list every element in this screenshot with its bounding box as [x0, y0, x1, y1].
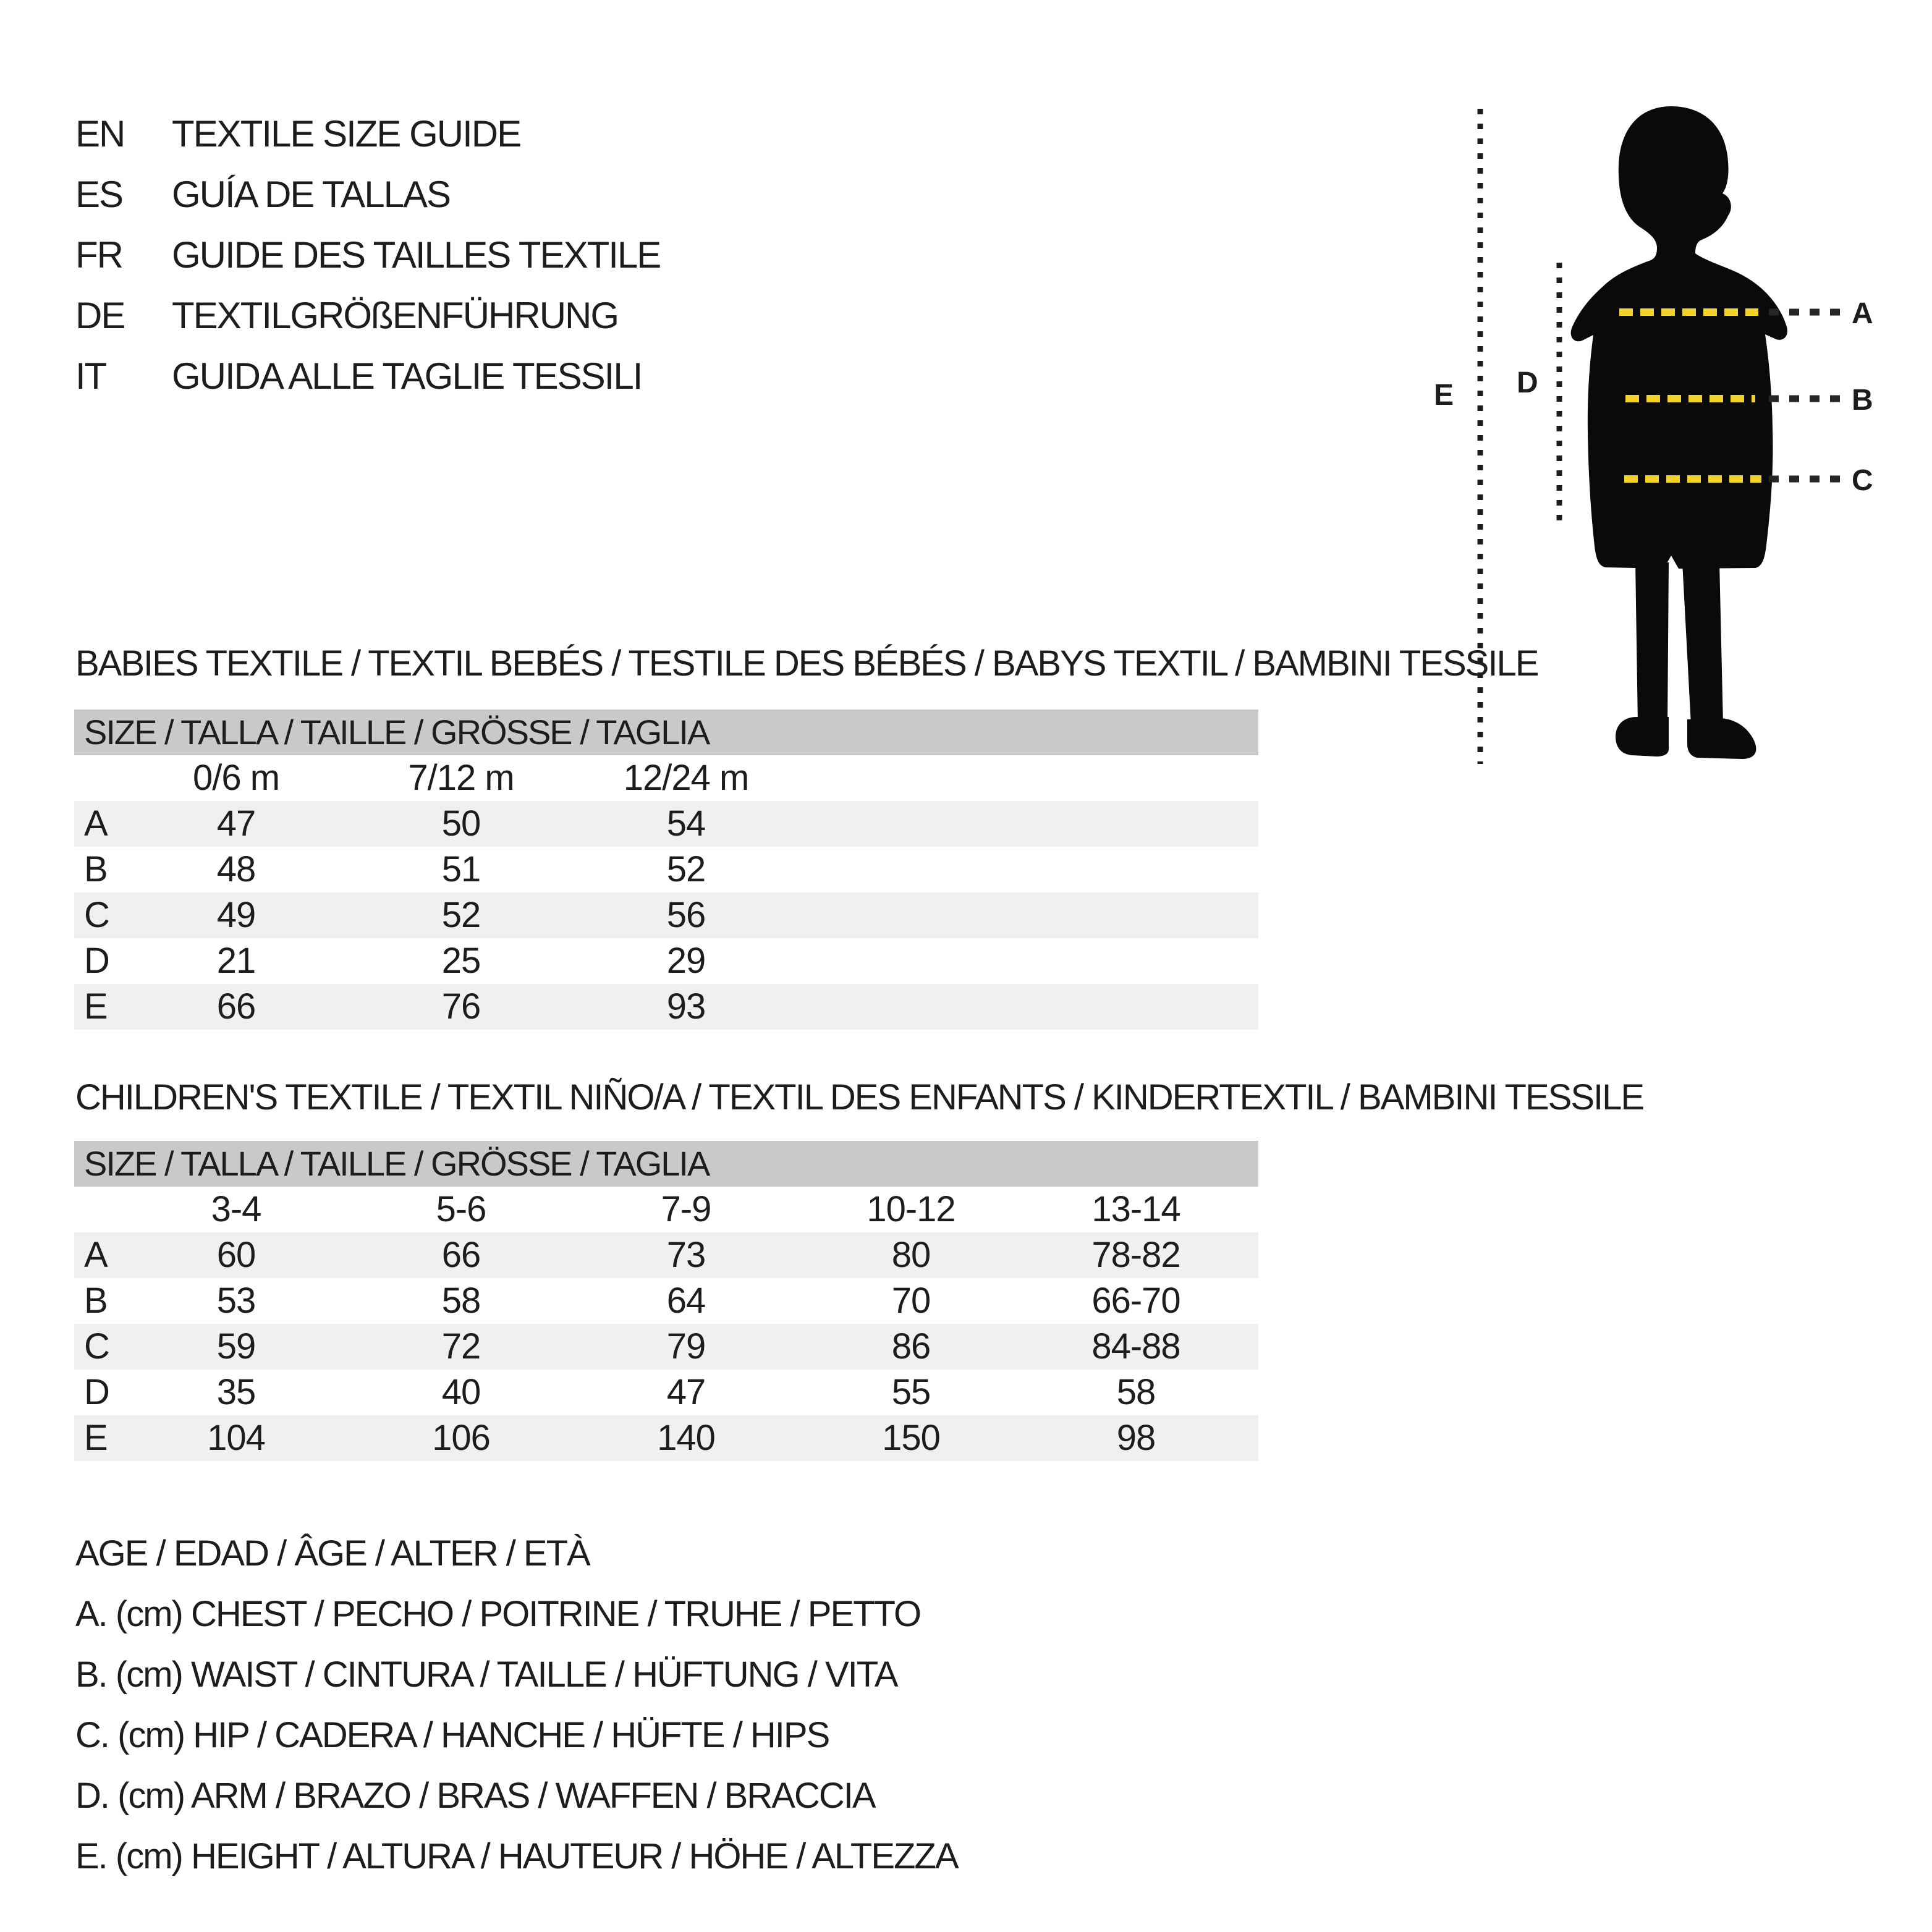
size-cell: 53 — [216, 1281, 256, 1321]
size-cell: 93 — [666, 986, 706, 1027]
table-row — [74, 892, 1258, 938]
table-row — [74, 1278, 1258, 1324]
table-row — [74, 1415, 1258, 1461]
size-cell: 49 — [216, 895, 256, 935]
babies-column-header-row — [74, 755, 1258, 801]
size-cell: 140 — [657, 1418, 715, 1458]
size-cell: 58 — [1116, 1372, 1156, 1412]
size-cell: 86 — [891, 1326, 931, 1366]
size-cell: 76 — [441, 986, 481, 1027]
children-size-table — [74, 1141, 1258, 1461]
column-header: 0/6 m — [192, 758, 280, 798]
language-title: GUIDA ALLE TAGLIE TESSILI — [172, 355, 642, 397]
size-cell: 35 — [216, 1372, 256, 1412]
measure-label-a: A — [1852, 297, 1873, 330]
language-title: GUÍA DE TALLAS — [172, 174, 450, 215]
legend-line-chest: A. (cm) CHEST / PECHO / POITRINE / TRUHE / PETTO — [75, 1594, 921, 1634]
size-cell: 78-82 — [1091, 1235, 1180, 1275]
measurement-figure — [1415, 99, 1932, 791]
row-label: C — [84, 1326, 109, 1366]
size-cell: 47 — [216, 803, 256, 844]
language-row-it — [75, 346, 642, 407]
table-row — [74, 801, 1258, 847]
size-cell: 72 — [441, 1326, 481, 1366]
measure-label-e: E — [1434, 379, 1454, 412]
row-label: C — [84, 895, 109, 935]
size-cell: 60 — [216, 1235, 256, 1275]
column-header: 3-4 — [211, 1189, 261, 1229]
size-cell: 47 — [666, 1372, 706, 1412]
measure-label-c: C — [1852, 464, 1873, 497]
size-cell: 55 — [891, 1372, 931, 1412]
language-title: TEXTILE SIZE GUIDE — [172, 113, 521, 155]
babies-size-table — [74, 710, 1258, 1030]
measure-label-d: D — [1517, 366, 1538, 399]
size-cell: 52 — [666, 849, 706, 889]
legend-line-arm: D. (cm) ARM / BRAZO / BRAS / WAFFEN / BRACCIA — [75, 1776, 875, 1816]
language-row-fr — [75, 225, 660, 286]
size-cell: 64 — [666, 1281, 706, 1321]
language-code: ES — [75, 174, 123, 215]
child-silhouette-left-leg — [1635, 562, 1669, 724]
child-silhouette-right-shoe — [1687, 718, 1756, 759]
table-row — [74, 1370, 1258, 1415]
size-cell: 106 — [432, 1418, 490, 1458]
language-row-de — [75, 286, 618, 346]
language-code: IT — [75, 355, 106, 397]
row-label: E — [84, 986, 108, 1027]
table-row — [74, 847, 1258, 892]
column-header-spacer — [74, 755, 124, 801]
size-cell: 84-88 — [1091, 1326, 1180, 1366]
row-label: A — [84, 803, 108, 844]
child-silhouette-right-leg — [1682, 562, 1723, 724]
language-code: EN — [75, 113, 125, 155]
language-title: TEXTILGRÖßENFÜHRUNG — [172, 295, 619, 336]
size-cell: 52 — [441, 895, 481, 935]
size-cell: 56 — [666, 895, 706, 935]
children-column-header-row — [74, 1187, 1258, 1232]
language-row-es — [75, 164, 450, 225]
column-header: 12/24 m — [623, 758, 749, 798]
legend-line-age: AGE / EDAD / ÂGE / ALTER / ETÀ — [75, 1533, 590, 1574]
column-header-spacer — [74, 1187, 124, 1232]
row-label: E — [84, 1418, 108, 1458]
children-section-title: CHILDREN'S TEXTILE / TEXTIL NIÑO/A / TEXTIL DES ENFANTS / KINDERTEXTIL / BAMBINI TESSILE — [75, 1077, 1644, 1117]
row-label: D — [84, 1372, 109, 1412]
size-cell: 50 — [441, 803, 481, 844]
size-cell: 79 — [666, 1326, 706, 1366]
table-row — [74, 938, 1258, 984]
legend-line-waist: B. (cm) WAIST / CINTURA / TAILLE / HÜFTUNG / VITA — [75, 1654, 897, 1695]
size-cell: 80 — [891, 1235, 931, 1275]
child-silhouette-left-shoe — [1616, 717, 1669, 756]
babies-section-title: BABIES TEXTILE / TEXTIL BEBÉS / TESTILE DES BÉBÉS / BABYS TEXTIL / BAMBINI TESSILE — [75, 643, 1538, 684]
legend-line-hip: C. (cm) HIP / CADERA / HANCHE / HÜFTE / HIPS — [75, 1715, 829, 1755]
table-row — [74, 984, 1258, 1030]
size-cell: 21 — [216, 941, 256, 981]
size-cell: 59 — [216, 1326, 256, 1366]
column-header: 10-12 — [866, 1189, 955, 1229]
size-cell: 58 — [441, 1281, 481, 1321]
child-silhouette-figure — [1571, 106, 1787, 569]
language-title: GUIDE DES TAILLES TEXTILE — [172, 234, 661, 276]
babies-table-header: SIZE / TALLA / TAILLE / GRÖSSE / TAGLIA — [74, 710, 1258, 755]
size-cell: 150 — [882, 1418, 940, 1458]
table-row — [74, 1324, 1258, 1370]
language-code: DE — [75, 295, 125, 336]
size-cell: 73 — [666, 1235, 706, 1275]
row-label: D — [84, 941, 109, 981]
size-cell: 40 — [441, 1372, 481, 1412]
measure-label-b: B — [1852, 384, 1873, 417]
size-cell: 98 — [1116, 1418, 1156, 1458]
size-cell: 54 — [666, 803, 706, 844]
language-code: FR — [75, 234, 122, 276]
row-label: A — [84, 1235, 108, 1275]
size-cell: 51 — [441, 849, 481, 889]
column-header: 7-9 — [661, 1189, 711, 1229]
size-cell: 104 — [207, 1418, 265, 1458]
size-cell: 70 — [891, 1281, 931, 1321]
size-cell: 48 — [216, 849, 256, 889]
size-cell: 29 — [666, 941, 706, 981]
children-table-header: SIZE / TALLA / TAILLE / GRÖSSE / TAGLIA — [74, 1141, 1258, 1187]
legend-line-height: E. (cm) HEIGHT / ALTURA / HAUTEUR / HÖHE / ALTEZZA — [75, 1836, 958, 1876]
size-cell: 25 — [441, 941, 481, 981]
size-cell: 66-70 — [1091, 1281, 1180, 1321]
language-row-en — [75, 104, 520, 164]
row-label: B — [84, 849, 108, 889]
row-label: B — [84, 1281, 108, 1321]
table-row — [74, 1232, 1258, 1278]
column-header: 13-14 — [1091, 1189, 1180, 1229]
column-header: 5-6 — [436, 1189, 486, 1229]
size-cell: 66 — [216, 986, 256, 1027]
column-header: 7/12 m — [408, 758, 514, 798]
size-cell: 66 — [441, 1235, 481, 1275]
